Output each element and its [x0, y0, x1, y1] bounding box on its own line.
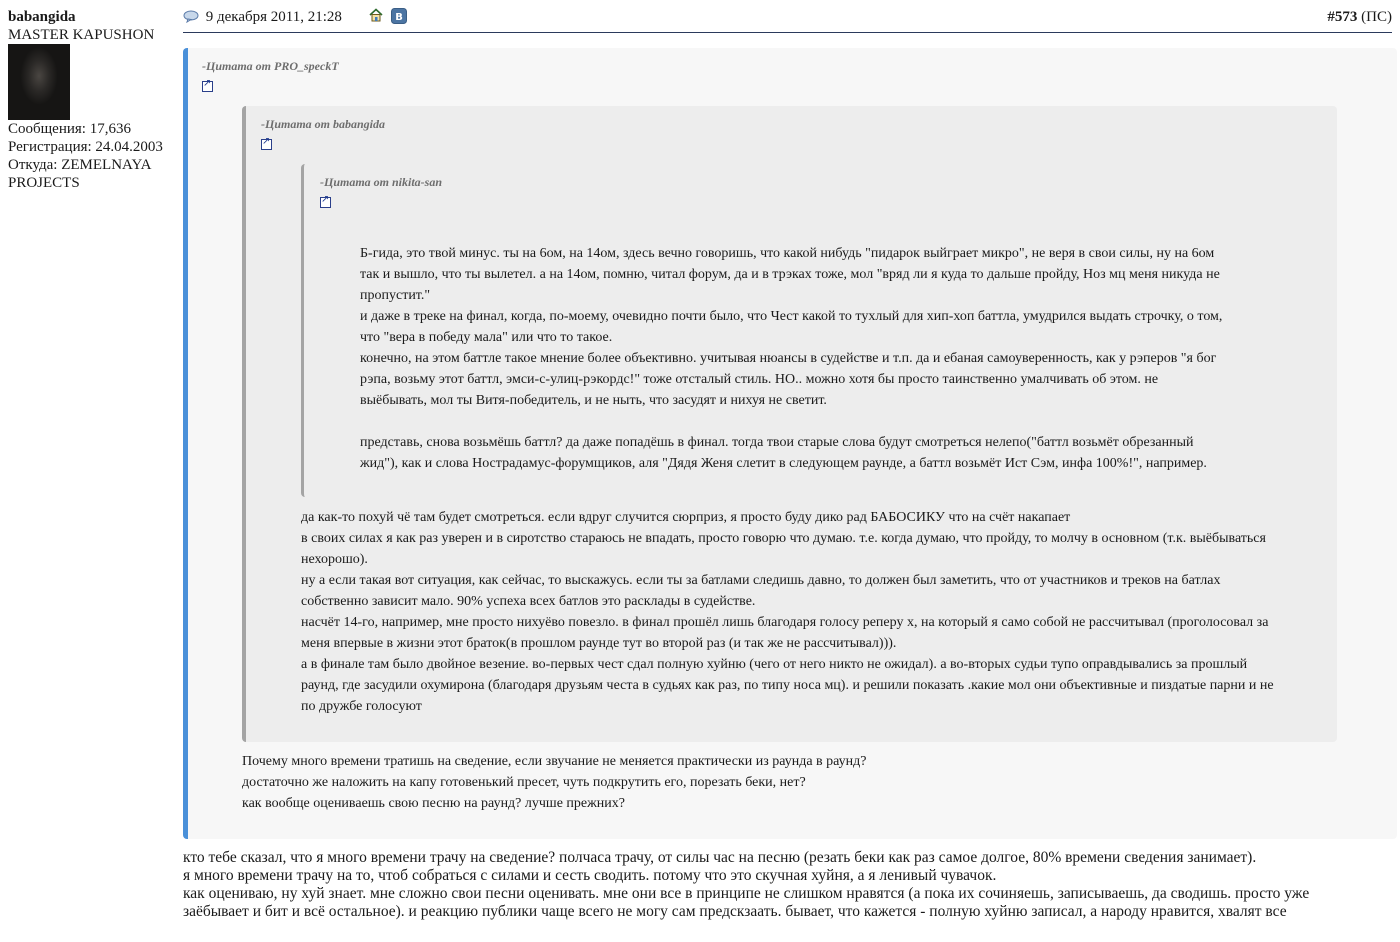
- quote-middle-line: меня впервые в жизни этот браток(в прошлом раунде тут во второй раз (и так же не рассчитывал))).: [301, 636, 897, 651]
- quote-middle-line: в своих силах я как раз уверен и в сиротство стараюсь не впадать, просто говорю что думаю. т.е. когда думаю, что пройду, то молчу в основном (т.к. выёбываться: [301, 531, 1266, 546]
- quote-outer-line: достаточно же наложить на капу готовенький пресет, чуть подкрутить его, порезать беки, нет?: [242, 775, 806, 790]
- quote-middle-link-icon[interactable]: [261, 139, 272, 150]
- quote-inner-line: Б-гида, это твой минус. ты на 6ом, на 14ом, здесь вечно говоришь, что какой нибудь "пидарок выйграет микро", не веря в свои силы, ну на 6ом: [360, 246, 1215, 261]
- quote-inner: [301, 164, 1234, 497]
- paragraph-gap: [360, 411, 1230, 432]
- quote-outer-text: [242, 751, 867, 814]
- quote-middle-line: насчёт 14-го, например, мне просто нихуёво повезло. в финал прошёл лишь благодаря голосу реперу х, на который я само собой не рассчитывал (проголосовал за: [301, 615, 1269, 630]
- quote-inner-line: конечно, на этом баттле такое мнение более объективно. учитывая нюансы в судействе и т.п. да и ебаная самоуверенность, как у рэперов "я бог: [360, 351, 1217, 366]
- quote-outer-line: как вообще оцениваешь свою песню на раунд? лучше прежних?: [242, 796, 625, 811]
- home-icon[interactable]: [369, 8, 383, 27]
- author-panel: [8, 8, 178, 192]
- author-location-cont: PROJECTS: [8, 175, 80, 191]
- post-icons: [369, 8, 411, 29]
- quote-inner-text: [360, 243, 1230, 474]
- quote-outer-link-icon[interactable]: [202, 81, 213, 92]
- quote-middle-line: нехорошо).: [301, 552, 368, 567]
- quote-middle-line: по дружбе голосуют: [301, 699, 422, 714]
- reply-line: кто тебе сказал, что я много времени трачу на сведение? полчаса трачу, от силы час на песню (резать беки как раз самое долгое, 80% времени сведения занимает).: [183, 849, 1257, 866]
- quote-middle-line: раунд, где засудили охумирона (благодаря друзьям честа в судьях как раз, по типу носа мц). и решили показать .какие мол они объективные и пиздатые парни и не: [301, 678, 1274, 693]
- reply-line: как оцениваю, ну хуй знает. мне сложно свои песни оценивать. мне они все в принципе не слишком нравятся (а пока их сочиняешь, записываешь, да сводишь. просто уже: [183, 885, 1310, 902]
- reply-line: заёбывает и бит и всё остальное). и реакцию публики чаще всего не могу сам предскзаать. бывает, что кажется - полную хуйню записал, а народу нравится, хвалят все: [183, 903, 1287, 920]
- avatar[interactable]: [8, 44, 70, 120]
- author-rank: MASTER KAPUSHON: [8, 27, 155, 43]
- quote-middle-title: -Цитата от babangida: [261, 117, 386, 131]
- vkontakte-icon[interactable]: [391, 8, 407, 29]
- post-date: 9 декабря 2011, 21:28: [205, 9, 342, 25]
- quote-inner-link-icon[interactable]: [320, 197, 331, 208]
- reply-line: я много времени трачу на то, чтоб собраться с силами и сесть сводить. потому что это скучная хуйня, а я ленивый чувачок.: [183, 867, 997, 884]
- author-location: Откуда: ZEMELNAYA: [8, 157, 152, 173]
- author-registered: Регистрация: 24.04.2003: [8, 139, 163, 155]
- post-date-row: [183, 9, 342, 26]
- quote-outer-line: Почему много времени тратишь на сведение, если звучание не меняется практически из раунда в раунд?: [242, 754, 867, 769]
- quote-inner-title: -Цитата от nikita-san: [320, 175, 443, 189]
- quote-middle-line: ну а если такая вот ситуация, как сейчас, то выскажусь. если ты за батлами следишь давно, то должен был заметить, что от участников и треков на батлах: [301, 573, 1221, 588]
- quote-inner-line: выёбывать, мол ты Витя-победитель, и не ныть, что засудят и нихуя не светит.: [360, 393, 827, 408]
- quote-inner-line: так и вышло, что ты вылетел. а на 14ом, помню, читал форум, да и в трэках тоже, мол "вряд ли я куда то дальше пройду, Ноз мц меня никуда не: [360, 267, 1220, 282]
- quote-inner-line: и даже в треке на финал, когда, по-моему, очевидно почти было, что Чест какой то тухлый для хип-хоп баттла, умудрился выдать строчку, о том,: [360, 309, 1223, 324]
- post-header: [183, 6, 1392, 33]
- quote-inner-line: жид"), как и слова Нострадамус-форумщиков, аля "Дядя Женя слетит в следующем раунде, а баттл возьмёт Ист Сэм, инфа 100%!", например.: [360, 456, 1207, 471]
- svg-text:B: B: [394, 12, 403, 23]
- quote-outer-title: -Цитата от PRO_speckT: [202, 59, 339, 73]
- quote-inner-line: что "вера в победу мала" или что то такое.: [360, 330, 613, 345]
- quote-middle-line: а в финале там было двойное везение. во-первых чест сдал полную хуйню (чего от него никто не ожидал). а во-вторых судьи тупо оправдывались за прошлый: [301, 657, 1248, 672]
- post-number[interactable]: [1327, 9, 1392, 26]
- reply-text: [183, 849, 1392, 921]
- post-number-suffix: (ПС): [1361, 9, 1392, 25]
- post-number-value[interactable]: #573: [1327, 9, 1358, 25]
- quote-inner-line: представь, снова возьмёшь баттл? да даже попадёшь в финал. тогда твои старые слова будут смотреться нелепо("баттл возьмёт обрезанный: [360, 435, 1194, 450]
- post-status-icon: [183, 10, 199, 23]
- quote-middle-line: да как-то похуй чё там будет смотреться. если вдруг случится сюрприз, я просто буду дико рад БАБОСИКУ что на счёт накапает: [301, 510, 1071, 525]
- quote-inner-line: рэпа, возьму этот баттл, эмси-с-улиц-рэкордс!" тоже отсталый стиль. НО.. можно хотя бы просто таинственно умалчивать об этом. не: [360, 372, 1159, 387]
- author-username[interactable]: babangida: [8, 9, 76, 25]
- quote-inner-line: пропустит.": [360, 288, 431, 303]
- quote-middle-text: [301, 507, 1301, 717]
- quote-middle-line: собственно зависит мало. 90% успеха всех батлов это расклады в судействе.: [301, 594, 756, 609]
- author-messages: Сообщения: 17,636: [8, 121, 131, 137]
